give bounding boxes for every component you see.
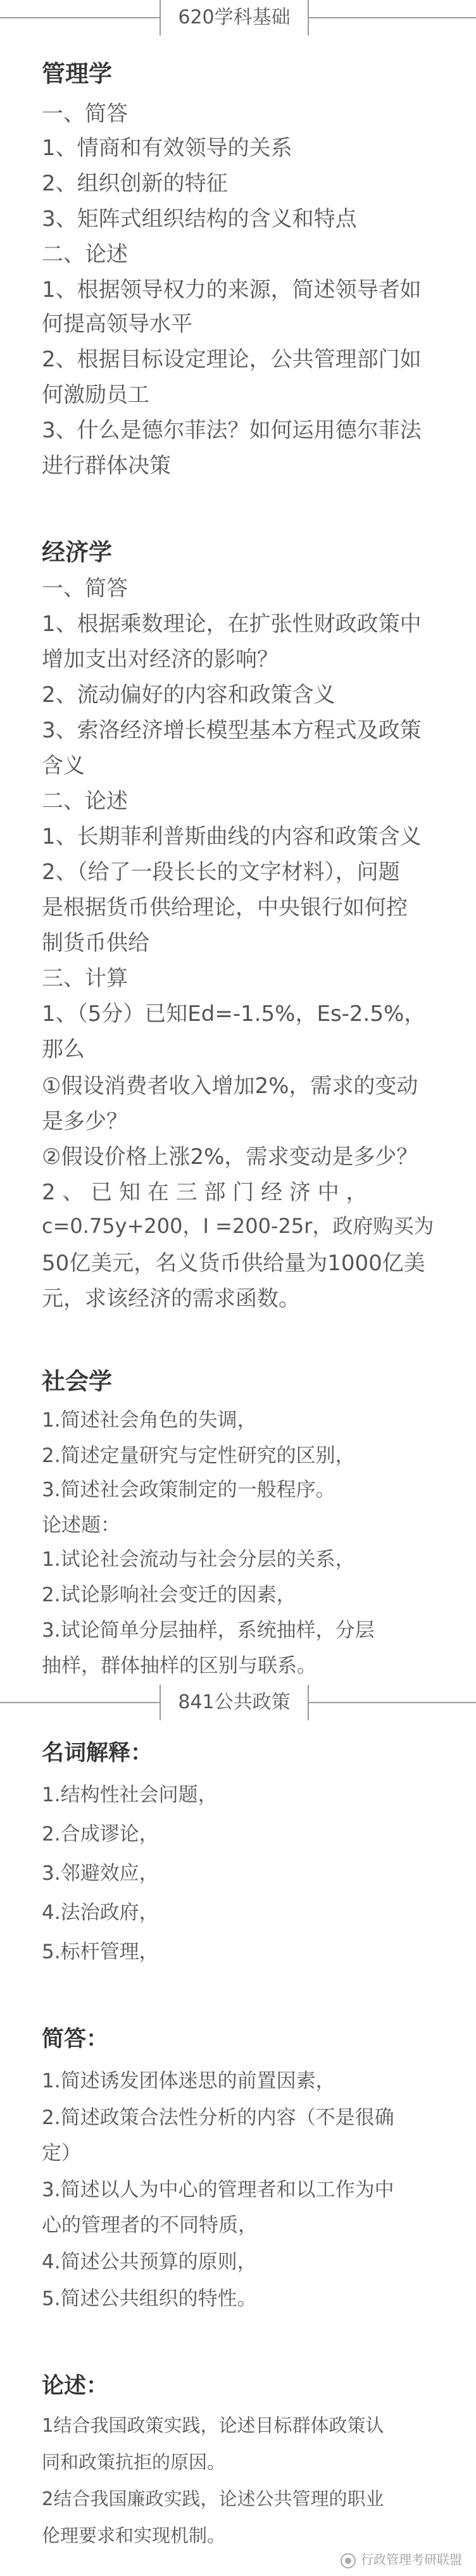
- text-line: 3.简述以人为中心的管理者和以工作为中: [42, 2179, 394, 2201]
- text-line: 何激励员工: [42, 382, 149, 408]
- text-line: 一、简答: [42, 101, 128, 127]
- text-line: 3、索洛经济增长模型基本方程式及政策: [42, 718, 422, 743]
- text-line: 增加支出对经济的影响？: [42, 647, 279, 672]
- text-line: 2.简述定量研究与定性研究的区别，: [42, 1444, 355, 1467]
- text-line: 何提高领导水平: [42, 311, 192, 337]
- text-line: 5.简述公共组织的特性。: [42, 2287, 257, 2310]
- text-line: 3.试论简单分层抽样，系统抽样，分层: [42, 1619, 375, 1642]
- text-line: 1、根据乘数理论，在扩张性财政政策中: [42, 611, 422, 637]
- text-line: c=0.75y+200，I =200-25r，政府购买为: [42, 1214, 434, 1238]
- text-line: 4.简述公共预算的原则，: [42, 2251, 257, 2273]
- text-line: 是多少？: [42, 1109, 128, 1134]
- text-line: 1.简述社会角色的失调，: [42, 1409, 257, 1432]
- text-line: 3.简述社会政策制定的一般程序。: [42, 1479, 335, 1501]
- text-line: 含义: [42, 753, 85, 778]
- text-line: 2、（给了一段长长的文字材料），问题: [42, 860, 400, 885]
- text-line: 2、根据目标设定理论，公共管理部门如: [42, 347, 422, 372]
- section-title-terms: 名词解释：: [42, 1741, 153, 1766]
- text-line: 是根据货币供给理论，中央银行如何控: [42, 895, 408, 920]
- section-title-short-answer: 简答：: [42, 2027, 109, 2052]
- text-line: 三、计算: [42, 966, 128, 991]
- watermark-text: 行政管理考研联盟: [361, 2552, 462, 2567]
- wechat-logo-icon: [341, 2553, 356, 2568]
- text-line: 二、论述: [42, 242, 128, 267]
- text-line: 3、矩阵式组织结构的含义和特点: [42, 206, 357, 232]
- section-header-620: [0, 0, 476, 35]
- text-line: 论述题：: [42, 1514, 120, 1537]
- text-line: 2.合成谬论，: [42, 1823, 159, 1846]
- text-line: 2、流动偏好的内容和政策含义: [42, 682, 335, 708]
- text-line: 1、（5分）已知Ed=-1.5%，Es-2.5%，: [42, 1001, 426, 1027]
- text-line: 那么: [42, 1037, 85, 1062]
- text-line: 1.简述诱发团体迷思的前置因素，: [42, 2070, 335, 2092]
- text-line: 1、根据领导权力的来源，简述领导者如: [42, 277, 422, 303]
- text-line: ①假设消费者收入增加2%，需求的变动: [42, 1073, 418, 1099]
- text-line: 进行群体决策: [42, 453, 171, 478]
- text-line: 2.简述政策合法性分析的内容（不是很确: [42, 2106, 394, 2129]
- text-line: 1.结构性社会问题，: [42, 1784, 218, 1806]
- text-line: 1、情商和有效领导的关系: [42, 135, 292, 161]
- text-line: 心的管理者的不同特质，: [42, 2214, 258, 2237]
- section-title-management: 管理学: [42, 60, 112, 87]
- text-line: 1结合我国政策实践，论述目标群体政策认: [42, 2415, 384, 2436]
- text-line: 元，求该经济的需求函数。: [42, 1286, 300, 1311]
- text-line: 同和政策抗拒的原因。: [42, 2451, 226, 2473]
- section-title-essay: 论述：: [42, 2373, 109, 2399]
- text-line: 二、论述: [42, 789, 128, 814]
- text-line: 1.试论社会流动与社会分层的关系，: [42, 1548, 355, 1571]
- text-line: 2、组织创新的特征: [42, 171, 228, 196]
- text-line: 一、简答: [42, 576, 128, 601]
- text-line: 制货币供给: [42, 930, 149, 956]
- text-line: 2.试论影响社会变迁的因素，: [42, 1584, 296, 1606]
- section-title-economics: 经济学: [42, 539, 112, 566]
- text-line: 2 、 已 知 在 三 部 门 经 济 中 ，: [42, 1180, 368, 1205]
- text-line: 1、长期菲利普斯曲线的内容和政策含义: [42, 824, 422, 849]
- text-line: 5.标杆管理，: [42, 1941, 159, 1963]
- text-line: 抽样，群体抽样的区别与联系。: [42, 1654, 316, 1677]
- text-line: 3.邻避效应，: [42, 1862, 159, 1885]
- section-header-label: 841公共政策: [160, 1685, 309, 1720]
- text-line: ②假设价格上涨2%，需求变动是多少？: [42, 1144, 418, 1170]
- section-header-841: [0, 1685, 476, 1720]
- text-line: 50亿美元，名义货币供给量为1000亿美: [42, 1251, 425, 1276]
- watermark: [341, 2548, 462, 2571]
- text-line: 4.法治政府，: [42, 1901, 159, 1924]
- text-line: 2结合我国廉政实践，论述公共管理的职业: [42, 2488, 384, 2510]
- text-line: 3、什么是德尔菲法？如何运用德尔菲法: [42, 418, 422, 443]
- section-title-sociology: 社会学: [42, 1368, 112, 1395]
- text-line: 定）: [42, 2142, 81, 2165]
- text-line: 伦理要求和实现机制。: [42, 2525, 226, 2546]
- section-header-label: 620学科基础: [160, 0, 309, 35]
